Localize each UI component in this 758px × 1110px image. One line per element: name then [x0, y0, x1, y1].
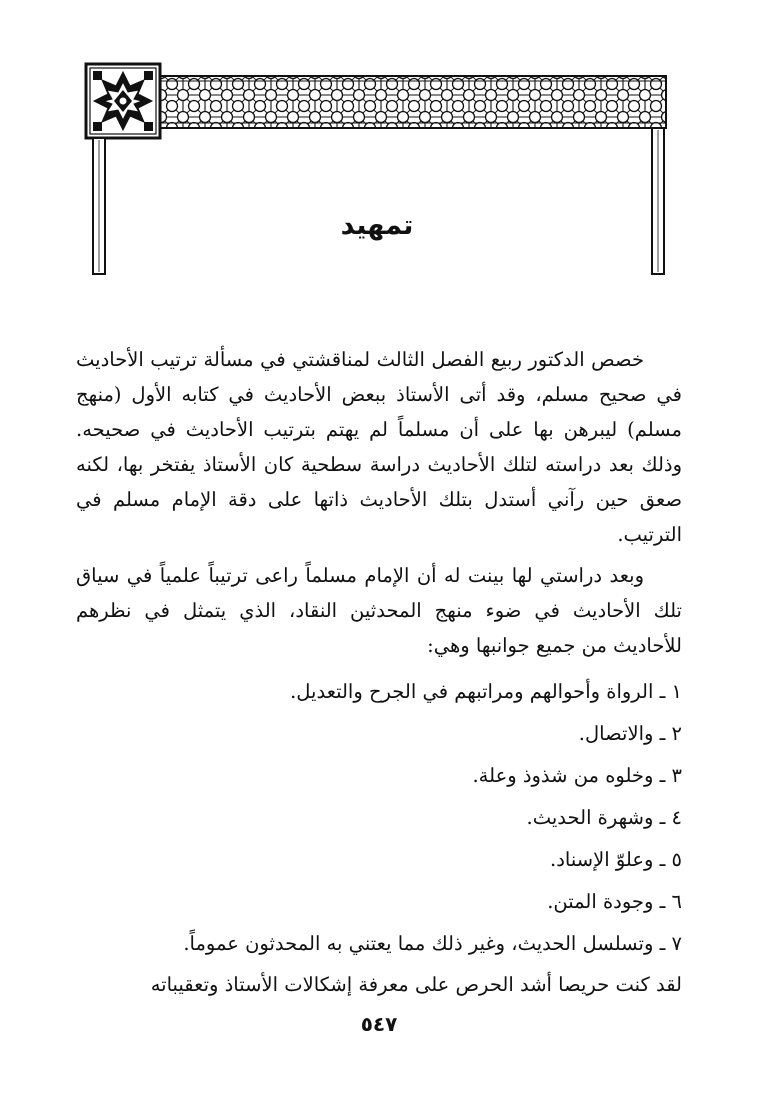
- paragraph: خصص الدكتور ربيع الفصل الثالث لمناقشتي في مسألة ترتيب الأحاديث في صحيح مسلم، وقد أتى الأستاذ ببعض الأحاديث في كتابه الأول (منهج مسلم) ليبرهن بها على أن مسلماً لم يهتم بترتيب الأحاديث في صحيحه. وذلك بعد دراسته لتلك الأحاديث دراسة سطحية كان الأستاذ يفتخر بها، لكنه صعق حين رآني أستدل بتلك الأحاديث ذاتها على دقة الإمام مسلم في الترتيب.: [76, 348, 682, 546]
- body-text: [76, 342, 682, 1008]
- geometric-star-ornament-icon: [86, 64, 160, 138]
- criteria-list: [76, 671, 682, 965]
- list-item: ٥ ـ وعلوّ الإسناد.: [550, 848, 682, 871]
- list-item: ٢ ـ والاتصال.: [578, 722, 682, 745]
- right-pillar: [652, 128, 664, 274]
- list-item: ٤ ـ وشهرة الحديث.: [526, 806, 682, 829]
- ornamental-header-frame: [84, 62, 670, 292]
- list-item: ٧ ـ وتسلسل الحديث، وغير ذلك مما يعتني به المحدثون عموماً.: [183, 932, 682, 955]
- chapter-title: تمهيد: [340, 210, 414, 241]
- list-item: ١ ـ الرواة وأحوالهم ومراتبهم في الجرح والتعديل.: [290, 680, 682, 703]
- list-item: ٣ ـ وخلوه من شذوذ وعلة.: [472, 764, 682, 787]
- paragraph: وبعد دراستي لها بينت له أن الإمام مسلماً راعى ترتيباً علمياً في سياق تلك الأحاديث في ضوء منهج المحدثين النقاد، الذي يتمثل في نظرهم للأحاديث من جميع جوانبها وهي:: [76, 564, 682, 657]
- lattice-band: [160, 76, 666, 128]
- page-number: ٥٤٧: [360, 1012, 398, 1036]
- list-item: ٦ ـ وجودة المتن.: [547, 890, 682, 913]
- closing-paragraph: لقد كنت حريصا أشد الحرص على معرفة إشكالات الأستاذ وتعقيباته: [150, 973, 682, 996]
